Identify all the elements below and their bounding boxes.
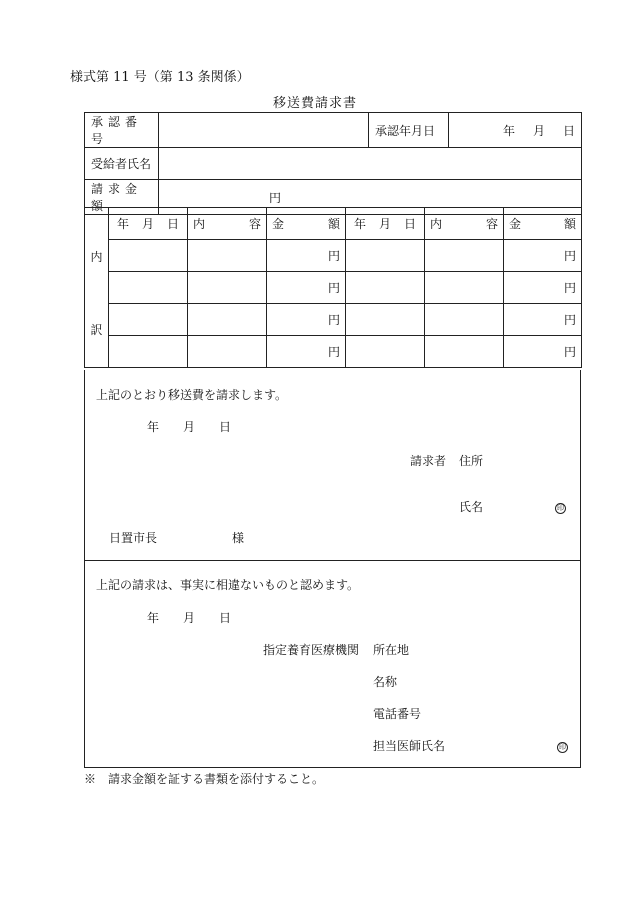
amount-cell[interactable]: 円 bbox=[504, 304, 582, 336]
header-content-2: 内 容 bbox=[425, 208, 504, 240]
amount-cell[interactable]: 円 bbox=[267, 336, 346, 368]
claim-amount-label: 請求金額 bbox=[85, 180, 159, 215]
certification-date[interactable]: 年 月 日 bbox=[147, 611, 232, 625]
claimant-address-label: 住所 bbox=[459, 454, 484, 468]
content-cell[interactable] bbox=[188, 240, 267, 272]
recipient-name-field[interactable] bbox=[159, 148, 582, 180]
institution-label: 指定養育医療機関 bbox=[263, 643, 360, 657]
table-row bbox=[85, 304, 582, 336]
doctor-name-label: 担当医師氏名 bbox=[373, 739, 446, 753]
request-date[interactable]: 年 月 日 bbox=[147, 420, 232, 434]
amount-cell[interactable]: 円 bbox=[267, 240, 346, 272]
addressee: 日置市長 bbox=[109, 531, 158, 545]
table-row bbox=[85, 336, 582, 368]
date-cell[interactable] bbox=[346, 272, 425, 304]
form-number: 様式第 11 号（第 13 条関係） bbox=[70, 70, 250, 85]
header-amount-1: 金 額 bbox=[267, 208, 346, 240]
amount-cell[interactable]: 円 bbox=[504, 272, 582, 304]
seal-icon: 印 bbox=[559, 743, 566, 751]
page-title: 移送費請求書 bbox=[272, 96, 357, 111]
phone-label: 電話番号 bbox=[373, 707, 422, 721]
date-cell[interactable] bbox=[346, 304, 425, 336]
certification-section bbox=[84, 560, 581, 768]
approval-number-label: 承認番号 bbox=[85, 113, 159, 148]
amount-cell[interactable]: 円 bbox=[267, 304, 346, 336]
header-amount-2: 金 額 bbox=[504, 208, 582, 240]
amount-cell[interactable]: 円 bbox=[504, 336, 582, 368]
content-cell[interactable] bbox=[425, 304, 504, 336]
breakdown-side-label: 内 訳 bbox=[85, 208, 109, 368]
claimant-name-label: 氏名 bbox=[459, 500, 484, 514]
institution-name-label: 名称 bbox=[373, 675, 398, 689]
amount-cell[interactable]: 円 bbox=[504, 240, 582, 272]
date-cell[interactable] bbox=[346, 336, 425, 368]
approval-date-label: 承認年月日 bbox=[369, 113, 449, 148]
header-content-1: 内 容 bbox=[188, 208, 267, 240]
content-cell[interactable] bbox=[188, 272, 267, 304]
date-cell[interactable] bbox=[109, 336, 188, 368]
seal-icon: 印 bbox=[557, 504, 564, 512]
honorific: 様 bbox=[232, 531, 245, 545]
table-row bbox=[85, 272, 582, 304]
certification-statement: 上記の請求は、事実に相違ないものと認めます。 bbox=[96, 578, 360, 592]
date-cell[interactable] bbox=[109, 304, 188, 336]
table-row bbox=[85, 240, 582, 272]
request-statement: 上記のとおり移送費を請求します。 bbox=[96, 388, 288, 402]
date-cell[interactable] bbox=[109, 272, 188, 304]
content-cell[interactable] bbox=[425, 336, 504, 368]
footnote: ※ 請求金額を証する書類を添付すること。 bbox=[84, 772, 325, 786]
content-cell[interactable] bbox=[188, 304, 267, 336]
location-label: 所在地 bbox=[373, 643, 410, 657]
header-table bbox=[84, 112, 582, 215]
claimant-label: 請求者 bbox=[410, 454, 447, 468]
breakdown-table bbox=[84, 207, 582, 368]
header-date-2: 年 月 日 bbox=[346, 208, 425, 240]
claim-amount-field[interactable]: 円 bbox=[159, 180, 582, 215]
content-cell[interactable] bbox=[188, 336, 267, 368]
date-cell[interactable] bbox=[346, 240, 425, 272]
approval-number-field[interactable] bbox=[159, 113, 369, 148]
header-date-1: 年 月 日 bbox=[109, 208, 188, 240]
content-cell[interactable] bbox=[425, 272, 504, 304]
recipient-name-label: 受給者氏名 bbox=[85, 148, 159, 180]
amount-cell[interactable]: 円 bbox=[267, 272, 346, 304]
content-cell[interactable] bbox=[425, 240, 504, 272]
request-section bbox=[84, 370, 581, 561]
approval-date-field[interactable]: 年 月 日 bbox=[449, 113, 582, 148]
date-cell[interactable] bbox=[109, 240, 188, 272]
